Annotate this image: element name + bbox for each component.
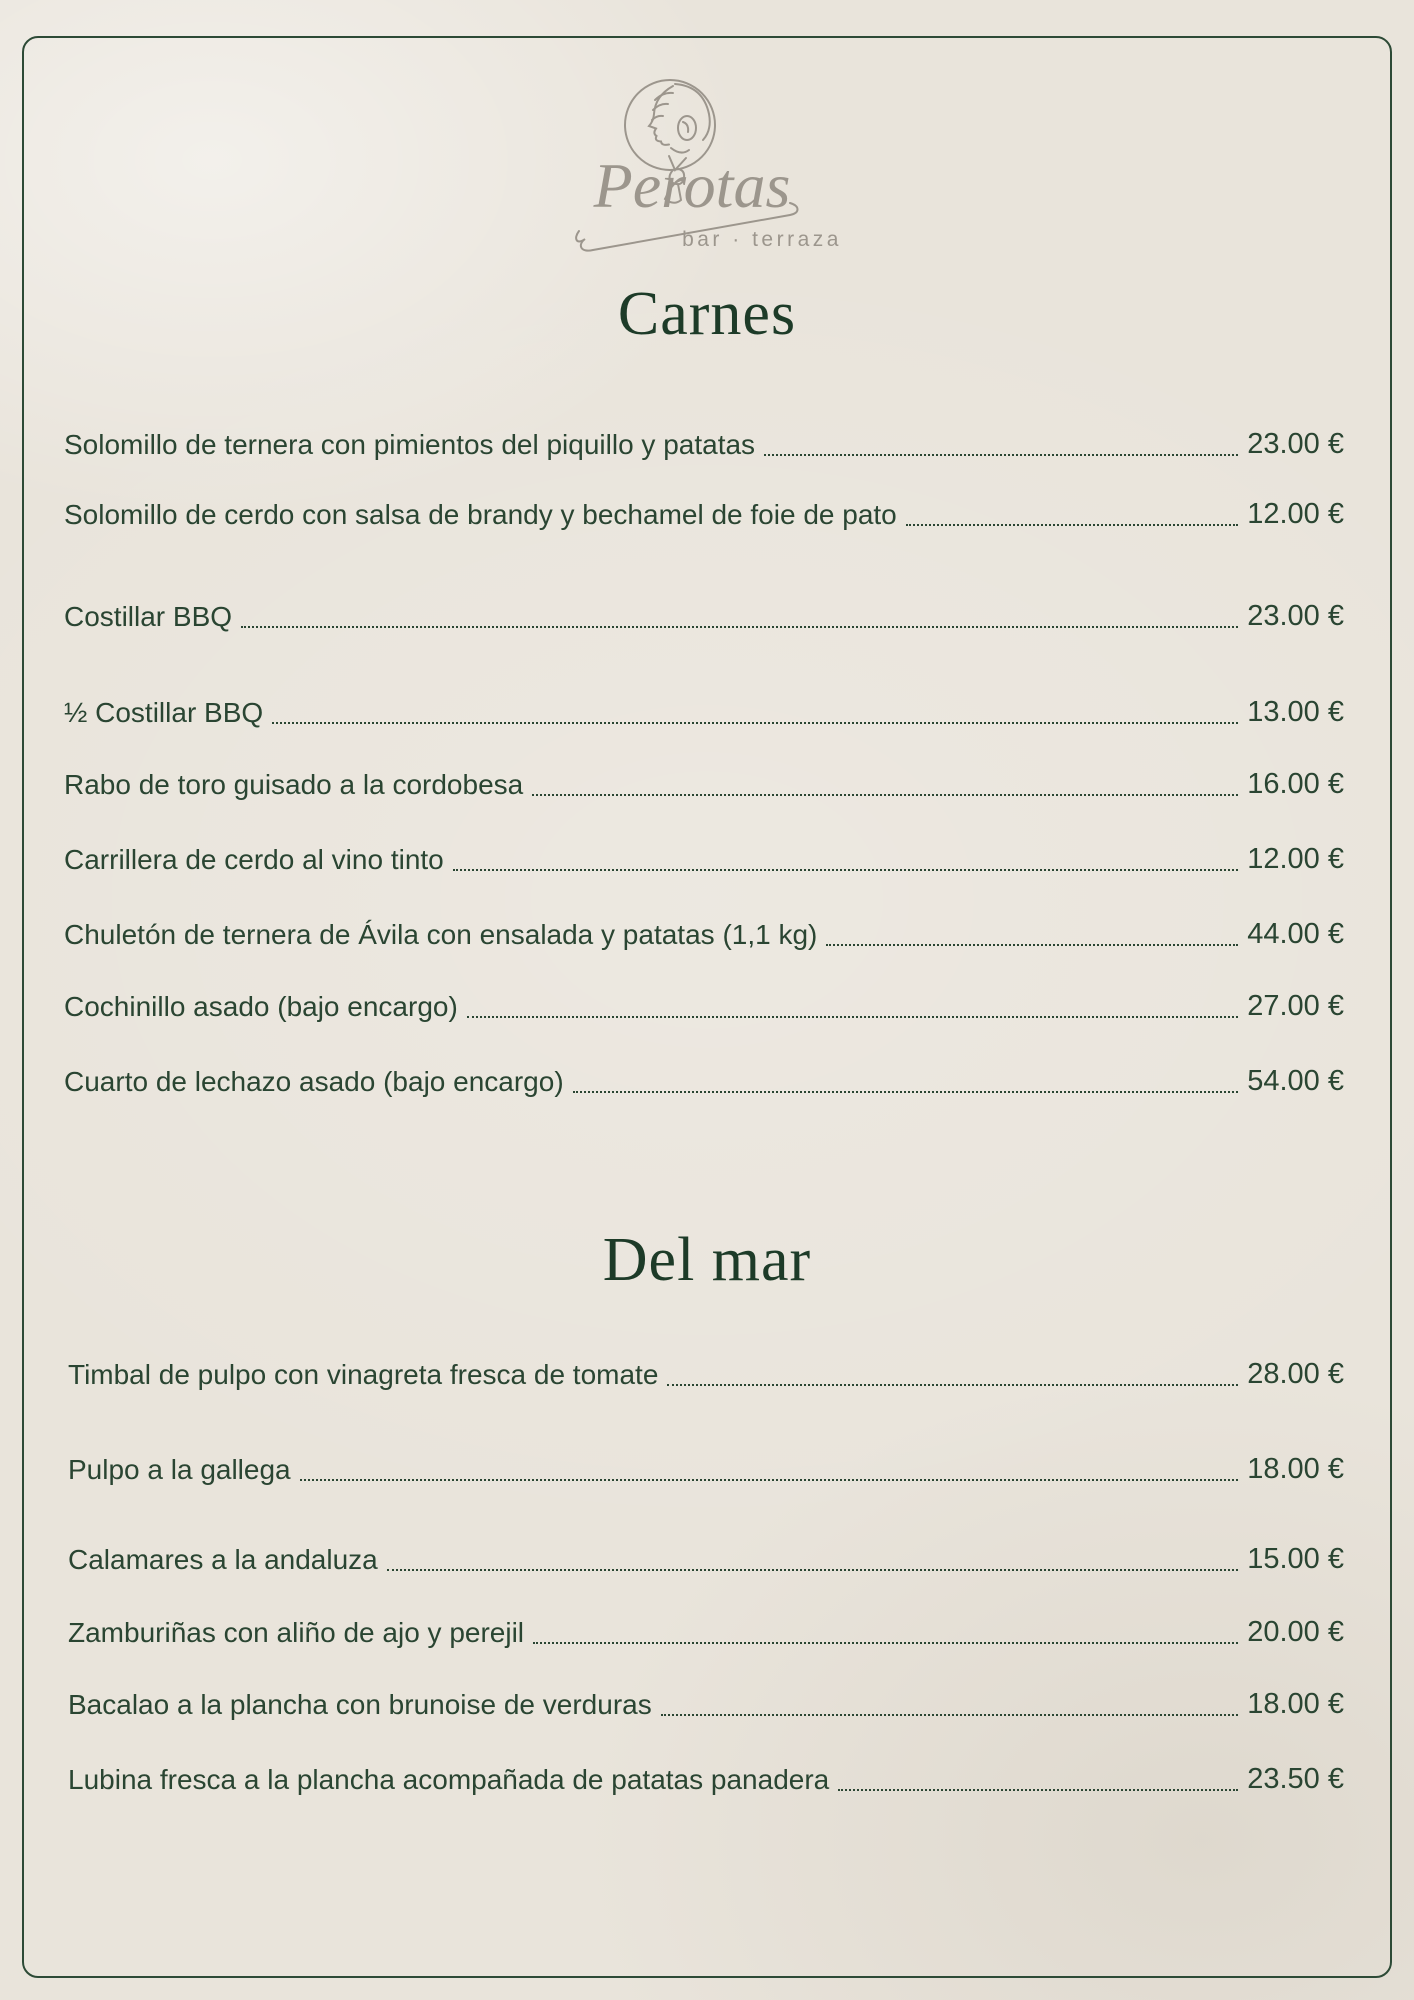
item-name: Rabo de toro guisado a la cordobesa	[64, 769, 524, 801]
item-price: 27.00 €	[1247, 990, 1344, 1022]
dotted-leader	[573, 1091, 1239, 1093]
dotted-leader	[387, 1569, 1238, 1571]
item-name: Calamares a la andaluza	[68, 1544, 378, 1576]
item-price: 28.00 €	[1247, 1358, 1344, 1390]
item-name: Carrillera de cerdo al vino tinto	[64, 844, 444, 876]
dotted-leader	[272, 722, 1238, 724]
menu-item-row	[64, 766, 1344, 804]
dotted-leader	[764, 454, 1238, 456]
section-title-del-mar: Del mar	[602, 1226, 812, 1294]
dotted-leader	[533, 1642, 1238, 1644]
menu-item-row	[64, 1063, 1344, 1101]
item-name: ½ Costillar BBQ	[64, 697, 264, 729]
menu-item-row	[68, 1356, 1344, 1394]
item-name: Costillar BBQ	[64, 601, 233, 633]
logo-tagline: bar · terraza	[682, 228, 842, 251]
dotted-leader	[300, 1479, 1239, 1481]
menu-item-row	[64, 916, 1344, 954]
item-name: Chuletón de ternera de Ávila con ensalada y patatas (1,1 kg)	[64, 919, 818, 951]
item-name: Zamburiñas con aliño de ajo y perejil	[68, 1617, 525, 1649]
item-price: 54.00 €	[1247, 1065, 1344, 1097]
item-name: Cuarto de lechazo asado (bajo encargo)	[64, 1066, 564, 1098]
menu-item-row	[64, 694, 1344, 732]
section-title-carnes: Carnes	[617, 280, 797, 348]
menu-item-row	[68, 1541, 1344, 1579]
perotas-logo-icon	[527, 78, 887, 273]
menu-item-row	[68, 1451, 1344, 1489]
item-price: 15.00 €	[1247, 1543, 1344, 1575]
menu-item-row	[64, 496, 1344, 534]
item-name: Cochinillo asado (bajo encargo)	[64, 991, 458, 1023]
dotted-leader	[838, 1789, 1238, 1791]
item-price: 16.00 €	[1247, 768, 1344, 800]
menu-item-row	[64, 841, 1344, 879]
dotted-leader	[532, 794, 1238, 796]
item-price: 23.00 €	[1247, 600, 1344, 632]
menu-item-row	[68, 1614, 1344, 1652]
item-price: 44.00 €	[1247, 918, 1344, 950]
item-price: 12.00 €	[1247, 843, 1344, 875]
brand-name: Perotas	[593, 150, 791, 221]
item-name: Timbal de pulpo con vinagreta fresca de tomate	[68, 1359, 659, 1391]
menu-item-row	[64, 988, 1344, 1026]
restaurant-logo	[527, 78, 887, 273]
item-name: Bacalao a la plancha con brunoise de verduras	[68, 1689, 652, 1721]
item-price: 13.00 €	[1247, 696, 1344, 728]
item-price: 23.00 €	[1247, 428, 1344, 460]
item-price: 18.00 €	[1247, 1688, 1344, 1720]
dotted-leader	[467, 1016, 1238, 1018]
item-name: Solomillo de ternera con pimientos del piquillo y patatas	[64, 429, 756, 461]
item-name: Pulpo a la gallega	[68, 1454, 291, 1486]
menu-item-row	[68, 1686, 1344, 1724]
item-price: 12.00 €	[1247, 498, 1344, 530]
dotted-leader	[241, 626, 1238, 628]
menu-item-row	[64, 598, 1344, 636]
item-price: 23.50 €	[1247, 1763, 1344, 1795]
menu-item-row	[68, 1761, 1344, 1799]
dotted-leader	[906, 524, 1238, 526]
item-name: Solomillo de cerdo con salsa de brandy y bechamel de foie de pato	[64, 499, 897, 531]
dotted-leader	[453, 869, 1238, 871]
menu-item-row	[64, 426, 1344, 464]
item-price: 20.00 €	[1247, 1616, 1344, 1648]
item-name: Lubina fresca a la plancha acompañada de patatas panadera	[68, 1764, 830, 1796]
dotted-leader	[826, 944, 1238, 946]
dotted-leader	[667, 1384, 1238, 1386]
dotted-leader	[661, 1714, 1239, 1716]
item-price: 18.00 €	[1247, 1453, 1344, 1485]
